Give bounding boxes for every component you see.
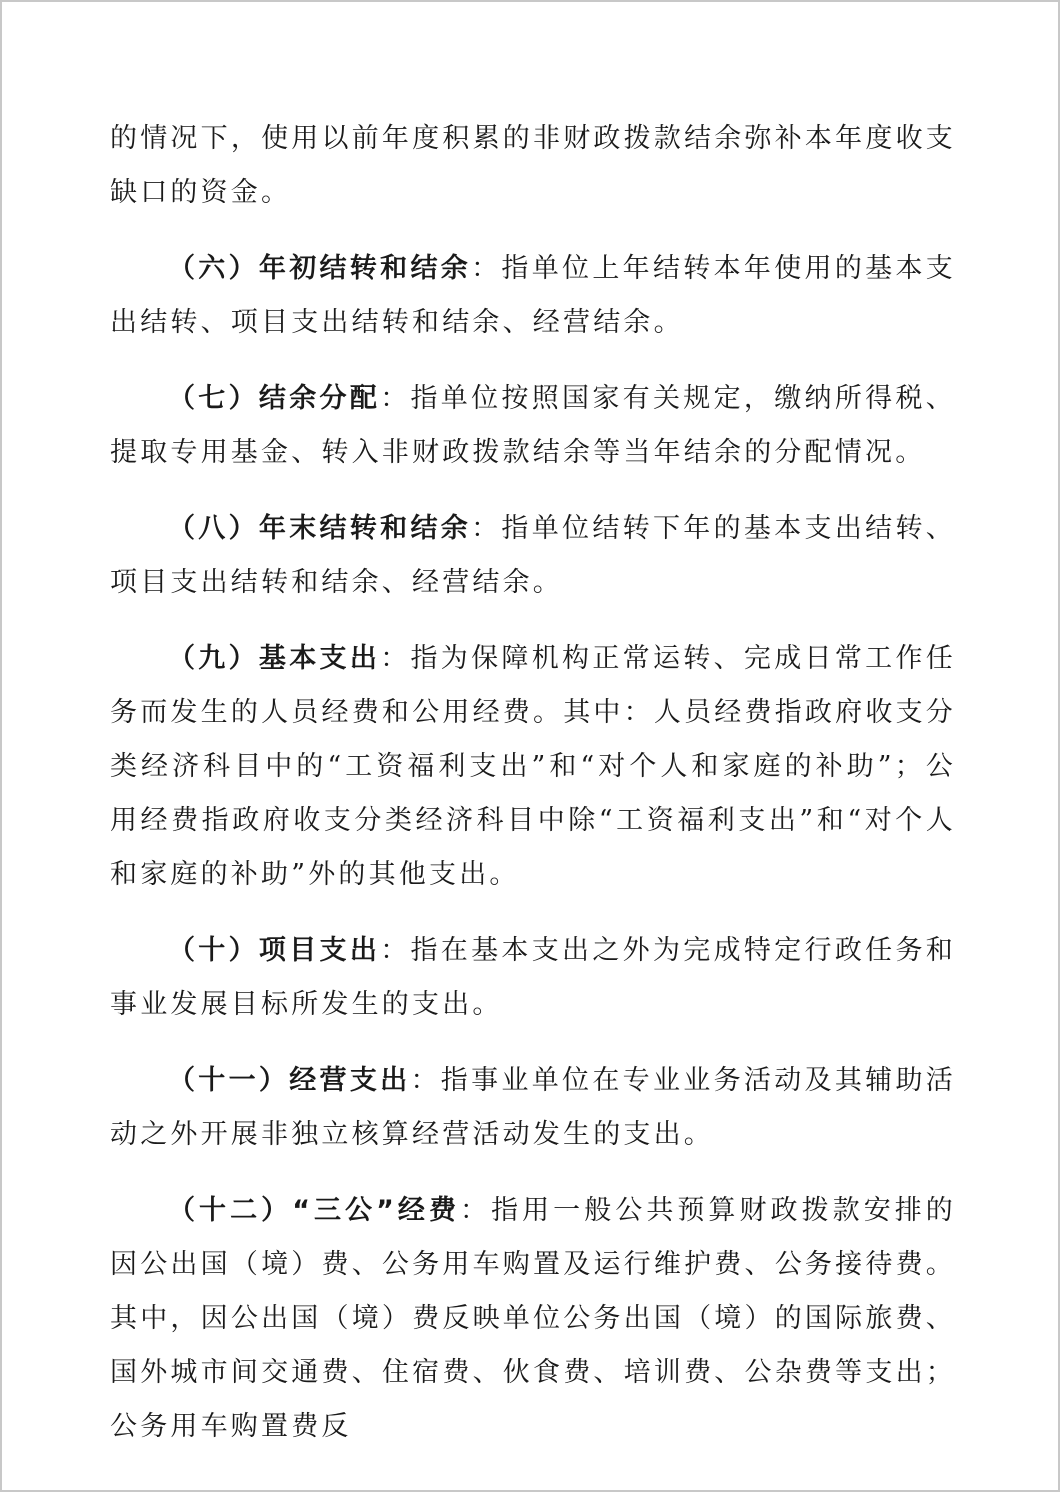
- paragraph-text: ：指在基本支出之外为完成特定行政任务和事业发展目标所发生的支出。: [110, 935, 956, 1020]
- paragraph-text: ：指单位上年结转本年使用的基本支出结转、项目支出结转和结余、经营结余。: [110, 253, 957, 338]
- paragraph-carryover-balance-beginning: [110, 242, 956, 350]
- paragraph-text: ：指事业单位在专业业务活动及其辅助活动之外开展非独立核算经营活动发生的支出。: [110, 1065, 956, 1150]
- paragraph-term: （六）年初结转和结余: [168, 253, 472, 284]
- paragraph-term: （十）项目支出: [168, 935, 381, 966]
- paragraph-term: （十一）经营支出: [168, 1065, 411, 1096]
- paragraph-operating-expenditure: [110, 1054, 956, 1162]
- paragraph-term: （九）基本支出: [168, 643, 381, 674]
- paragraph-surplus-distribution: [110, 372, 956, 480]
- paragraph-continuation: [110, 112, 956, 220]
- paragraph-three-public-expenses: [110, 1184, 956, 1454]
- paragraph-project-expenditure: [110, 924, 956, 1032]
- document-body: [110, 112, 956, 1476]
- paragraph-basic-expenditure: [110, 632, 956, 902]
- paragraph-text: ：指单位结转下年的基本支出结转、项目支出结转和结余、经营结余。: [110, 513, 957, 598]
- paragraph-text: ：指用一般公共预算财政拨款安排的因公出国（境）费、公务用车购置及运行维护费、公务接待费。其中，因公出国（境）费反映单位公务出国（境）的国际旅费、国外城市间交通费、住宿费、伙食费、培训费、公杂费等支出；公务用车购置费反: [110, 1195, 956, 1442]
- paragraph-term: （十二）“三公”经费: [168, 1195, 461, 1226]
- paragraph-text: ：指为保障机构正常运转、完成日常工作任务而发生的人员经费和公用经费。其中：人员经费指政府收支分类经济科目中的“工资福利支出”和“对个人和家庭的补助”；公用经费指政府收支分类经济科目中除“工资福利支出”和“对个人和家庭的补助”外的其他支出。: [110, 643, 956, 890]
- paragraph-text: ：指单位按照国家有关规定，缴纳所得税、提取专用基金、转入非财政拨款结余等当年结余的分配情况。: [110, 383, 956, 468]
- paragraph-term: （七）结余分配: [168, 383, 381, 414]
- paragraph-text: 的情况下，使用以前年度积累的非财政拨款结余弥补本年度收支缺口的资金。: [110, 123, 956, 208]
- paragraph-term: （八）年末结转和结余: [168, 513, 472, 544]
- paragraph-carryover-balance-end: [110, 502, 956, 610]
